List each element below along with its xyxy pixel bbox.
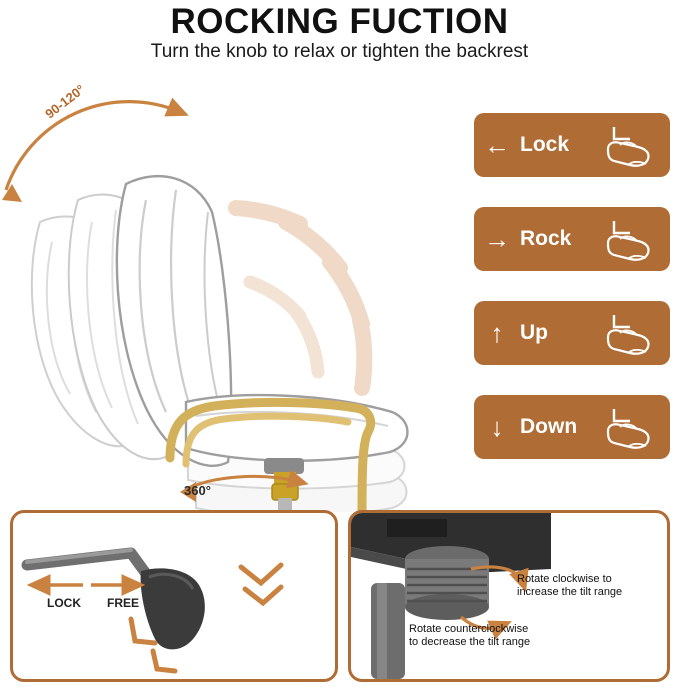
instruction-label-lock: Lock — [520, 133, 570, 156]
knob-detail-panel — [348, 510, 670, 682]
chair-diagram-svg — [0, 72, 460, 512]
instruction-label-down: Down — [520, 415, 578, 438]
instruction-label-up: Up — [520, 321, 548, 344]
hand-knob-icon — [600, 401, 662, 453]
page-title: ROCKING FUCTION — [170, 2, 509, 41]
arrow-down-icon: ↓ — [490, 411, 504, 442]
arrow-left-icon: ← — [484, 129, 510, 160]
chair-illustration — [0, 72, 460, 512]
arrow-right-icon: → — [484, 223, 510, 254]
hand-knob-icon — [600, 213, 662, 265]
instruction-rock[interactable] — [474, 207, 670, 271]
lever-lock-label: LOCK — [47, 596, 81, 610]
knob-clockwise-note: Rotate clockwise to increase the tilt range — [517, 573, 623, 598]
arrow-up-icon: ↑ — [490, 317, 504, 348]
hand-knob-icon — [600, 119, 662, 171]
swivel-range-label: 360° — [184, 483, 211, 498]
instruction-list — [474, 113, 670, 489]
instruction-lock[interactable] — [474, 113, 670, 177]
tilt-tension-knob — [405, 546, 489, 620]
instruction-up[interactable] — [474, 301, 670, 365]
instruction-down[interactable] — [474, 395, 670, 459]
page-subtitle: Turn the knob to relax or tighten the backrest — [150, 41, 529, 62]
lever-free-label: FREE — [107, 596, 140, 610]
lever-detail-panel — [10, 510, 338, 682]
rocking-motion-arcs — [236, 208, 364, 388]
gas-cylinder — [371, 583, 405, 679]
hand-knob-icon — [600, 307, 662, 359]
tilt-range-label: 90-120° — [42, 81, 88, 122]
instruction-label-rock: Rock — [520, 227, 572, 250]
knob-counterclockwise-note: Rotate counterclockwise to decrease the tilt range — [409, 623, 531, 648]
